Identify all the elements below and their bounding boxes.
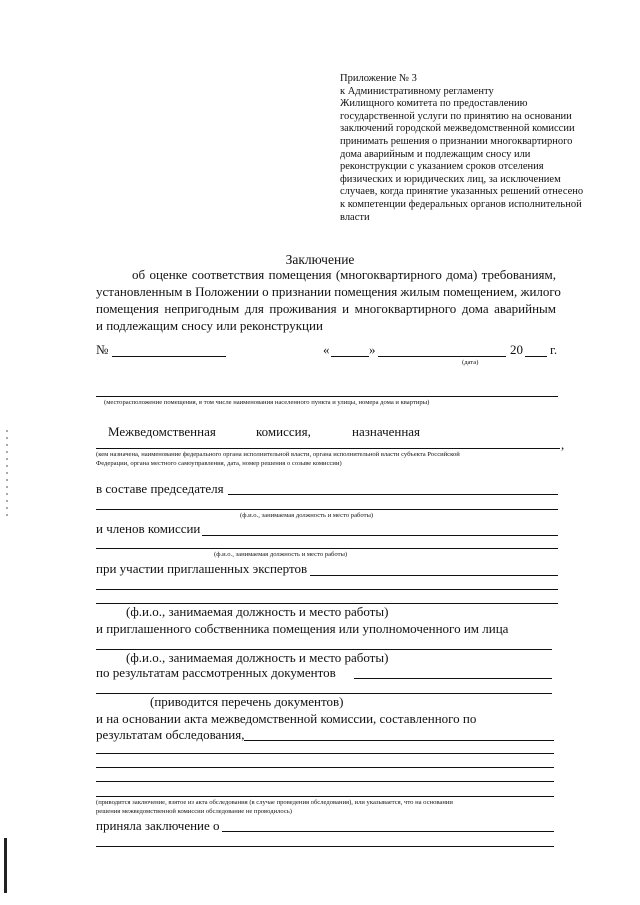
month-field[interactable] bbox=[378, 356, 506, 357]
location-caption: (месторасположение помещения, в том числе наименования населенного пункта и улицы, номера дома и квартиры) bbox=[104, 399, 430, 406]
commission-caption: (кем назначена, наименование федерального органа исполнительной власти, органа исполнительной власти субъекта Российской bbox=[96, 451, 460, 458]
act-caption: решения межведомственной комиссии обследование не проводилось) bbox=[96, 808, 292, 815]
appendix-line: государственной услуги по принятию на основании bbox=[340, 110, 572, 122]
commission-caption: Федерации, органа местного самоуправления, дата, номер решения о созыве комиссии) bbox=[96, 460, 342, 467]
experts-field[interactable] bbox=[310, 575, 558, 576]
chairman-label: в составе председателя bbox=[96, 481, 224, 496]
appendix-line: к Административному регламенту bbox=[340, 85, 494, 97]
chairman-field-2[interactable] bbox=[96, 509, 558, 510]
conclusion-label: приняла заключение о bbox=[96, 818, 220, 833]
documents-caption: (приводится перечень документов) bbox=[150, 694, 344, 709]
comma: , bbox=[561, 437, 565, 452]
date-caption: (дата) bbox=[462, 359, 479, 366]
conclusion-field-2[interactable] bbox=[96, 846, 554, 847]
chairman-field[interactable] bbox=[228, 494, 558, 495]
year-suffix: г. bbox=[550, 342, 558, 357]
scan-margin-marks bbox=[6, 430, 8, 520]
experts-caption: (ф.и.о., занимаемая должность и место работы) bbox=[126, 604, 389, 619]
appendix-line: Приложение № 3 bbox=[340, 73, 417, 84]
year-prefix: 20 bbox=[510, 342, 523, 357]
act-line: и на основании акта межведомственной комиссии, составленного по bbox=[96, 711, 477, 726]
intro-line: об оценке соответствия помещения (многоквартирного дома) требованиям, bbox=[132, 267, 556, 282]
appendix-line: реконструкции с указанием сроков отселения bbox=[340, 161, 544, 173]
commission-word: комиссия, bbox=[256, 424, 311, 439]
chairman-caption: (ф.и.о., занимаемая должность и место работы) bbox=[240, 512, 374, 519]
commission-word: Межведомственная bbox=[108, 424, 216, 439]
members-label: и членов комиссии bbox=[96, 521, 201, 536]
act-field-2[interactable] bbox=[96, 753, 554, 754]
scan-binding-edge bbox=[4, 838, 7, 893]
commission-word: назначенная bbox=[352, 424, 421, 439]
year-field[interactable] bbox=[525, 356, 547, 357]
intro-line: и подлежащим сносу или реконструкции bbox=[96, 318, 323, 333]
number-sign: № bbox=[96, 342, 109, 357]
day-field[interactable] bbox=[331, 356, 369, 357]
appendix-line: дома аварийным и подлежащим сносу или bbox=[340, 148, 531, 160]
intro-paragraph bbox=[96, 266, 561, 334]
act-caption: (приводится заключение, взятое из акта обследования (в случае проведения обследования), или указывается, что на основании bbox=[96, 799, 453, 806]
documents-field[interactable] bbox=[354, 678, 552, 679]
intro-line: установленным в Положении о признании помещения жилым помещением, жилого bbox=[96, 284, 561, 299]
experts-field-2[interactable] bbox=[96, 589, 558, 590]
members-field[interactable] bbox=[202, 535, 558, 536]
appendix-line: принимать решения о признании многоквартирного bbox=[340, 135, 573, 147]
appendix-line: случаев, когда принятие указанных решений отнесено bbox=[340, 186, 584, 198]
experts-label: при участии приглашенных экспертов bbox=[96, 561, 308, 576]
quote-open: « bbox=[323, 342, 330, 357]
appendix-line: к компетенции федеральных органов исполнительной bbox=[340, 198, 582, 210]
number-field[interactable] bbox=[112, 356, 226, 357]
owner-caption: (ф.и.о., занимаемая должность и место работы) bbox=[126, 650, 389, 665]
act-line: результатам обследования, bbox=[96, 727, 245, 742]
appendix-block bbox=[340, 73, 630, 224]
act-field-3[interactable] bbox=[96, 767, 554, 768]
members-caption: (ф.и.о., занимаемая должность и место работы) bbox=[214, 551, 348, 558]
intro-line: помещения непригодным для проживания и многоквартирного дома аварийным bbox=[96, 301, 556, 316]
owner-label: и приглашенного собственника помещения или уполномоченного им лица bbox=[96, 621, 509, 636]
act-field[interactable] bbox=[244, 740, 554, 741]
appendix-line: физических и юридических лиц, за исключением bbox=[340, 173, 561, 185]
appendix-line: власти bbox=[340, 211, 370, 223]
quote-close: » bbox=[369, 342, 376, 357]
documents-label: по результатам рассмотренных документов bbox=[96, 665, 336, 680]
commission-appointed-field[interactable] bbox=[96, 448, 560, 449]
conclusion-field[interactable] bbox=[222, 831, 554, 832]
document-title: Заключение bbox=[285, 252, 355, 267]
members-field-2[interactable] bbox=[96, 548, 558, 549]
act-field-5[interactable] bbox=[96, 796, 554, 797]
act-field-4[interactable] bbox=[96, 781, 554, 782]
appendix-line: заключений городской межведомственной комиссии bbox=[340, 123, 575, 135]
appendix-line: Жилищного комитета по предоставлению bbox=[340, 98, 528, 110]
location-field[interactable] bbox=[96, 396, 558, 397]
